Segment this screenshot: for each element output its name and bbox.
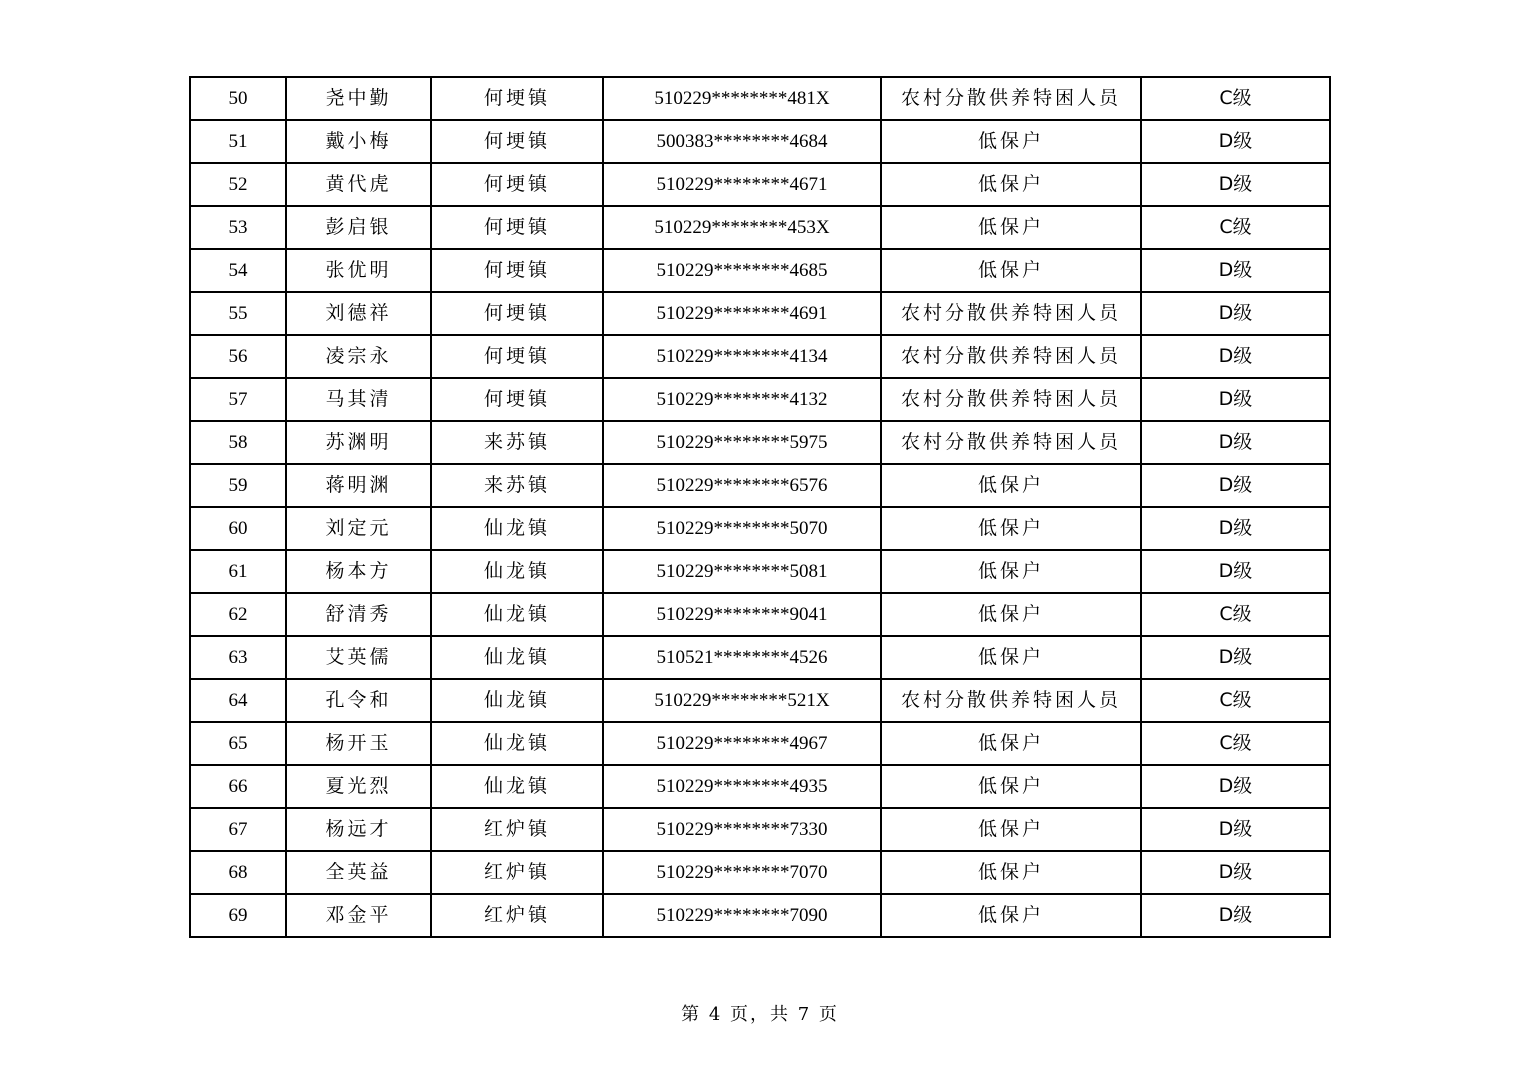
person-name-cell: 孔令和	[286, 679, 431, 722]
category-cell: 低保户	[881, 206, 1141, 249]
id-number-cell: 500383********4684	[603, 120, 881, 163]
id-number-cell: 510229********6576	[603, 464, 881, 507]
town-cell: 红炉镇	[431, 808, 603, 851]
row-number-cell: 55	[190, 292, 286, 335]
town-cell: 仙龙镇	[431, 507, 603, 550]
town-cell: 来苏镇	[431, 464, 603, 507]
town-cell: 仙龙镇	[431, 550, 603, 593]
page-number-footer: 第 4 页，共 7 页	[681, 1004, 839, 1025]
id-number-cell: 510229********9041	[603, 593, 881, 636]
id-number-cell: 510229********521X	[603, 679, 881, 722]
id-number-cell: 510229********5081	[603, 550, 881, 593]
row-number-cell: 66	[190, 765, 286, 808]
id-number-cell: 510229********7330	[603, 808, 881, 851]
town-cell: 仙龙镇	[431, 722, 603, 765]
grade-cell: D级	[1141, 464, 1330, 507]
row-number-cell: 65	[190, 722, 286, 765]
id-number-cell: 510229********5070	[603, 507, 881, 550]
table-row	[190, 292, 1330, 335]
row-number-cell: 60	[190, 507, 286, 550]
person-name-cell: 艾英儒	[286, 636, 431, 679]
category-cell: 低保户	[881, 593, 1141, 636]
person-name-cell: 夏光烈	[286, 765, 431, 808]
table-row	[190, 722, 1330, 765]
row-number-cell: 62	[190, 593, 286, 636]
grade-cell: C级	[1141, 722, 1330, 765]
person-name-cell: 刘定元	[286, 507, 431, 550]
table-row	[190, 808, 1330, 851]
grade-cell: C级	[1141, 206, 1330, 249]
town-cell: 何埂镇	[431, 335, 603, 378]
table-row	[190, 636, 1330, 679]
town-cell: 红炉镇	[431, 894, 603, 937]
id-number-cell: 510229********4134	[603, 335, 881, 378]
row-number-cell: 51	[190, 120, 286, 163]
town-cell: 仙龙镇	[431, 593, 603, 636]
person-name-cell: 张优明	[286, 249, 431, 292]
grade-cell: C级	[1141, 77, 1330, 120]
category-cell: 低保户	[881, 722, 1141, 765]
row-number-cell: 52	[190, 163, 286, 206]
town-cell: 何埂镇	[431, 249, 603, 292]
grade-cell: D级	[1141, 163, 1330, 206]
town-cell: 何埂镇	[431, 378, 603, 421]
grade-cell: D级	[1141, 550, 1330, 593]
id-number-cell: 510229********4671	[603, 163, 881, 206]
id-number-cell: 510229********4967	[603, 722, 881, 765]
id-number-cell: 510229********5975	[603, 421, 881, 464]
person-name-cell: 戴小梅	[286, 120, 431, 163]
table-row	[190, 378, 1330, 421]
category-cell: 低保户	[881, 249, 1141, 292]
table-row	[190, 206, 1330, 249]
table-row	[190, 765, 1330, 808]
person-name-cell: 刘德祥	[286, 292, 431, 335]
person-name-cell: 杨开玉	[286, 722, 431, 765]
id-number-cell: 510229********481X	[603, 77, 881, 120]
table-row	[190, 679, 1330, 722]
grade-cell: D级	[1141, 292, 1330, 335]
id-number-cell: 510229********4691	[603, 292, 881, 335]
grade-cell: D级	[1141, 421, 1330, 464]
category-cell: 低保户	[881, 120, 1141, 163]
id-number-cell: 510521********4526	[603, 636, 881, 679]
grade-cell: D级	[1141, 249, 1330, 292]
person-name-cell: 杨远才	[286, 808, 431, 851]
row-number-cell: 53	[190, 206, 286, 249]
category-cell: 农村分散供养特困人员	[881, 378, 1141, 421]
id-number-cell: 510229********7090	[603, 894, 881, 937]
town-cell: 仙龙镇	[431, 679, 603, 722]
person-name-cell: 全英益	[286, 851, 431, 894]
grade-cell: D级	[1141, 851, 1330, 894]
id-number-cell: 510229********4132	[603, 378, 881, 421]
person-name-cell: 黄代虎	[286, 163, 431, 206]
grade-cell: D级	[1141, 636, 1330, 679]
row-number-cell: 59	[190, 464, 286, 507]
id-number-cell: 510229********4935	[603, 765, 881, 808]
town-cell: 仙龙镇	[431, 765, 603, 808]
category-cell: 低保户	[881, 851, 1141, 894]
category-cell: 低保户	[881, 464, 1141, 507]
table-row	[190, 421, 1330, 464]
person-name-cell: 舒清秀	[286, 593, 431, 636]
person-name-cell: 杨本方	[286, 550, 431, 593]
grade-cell: D级	[1141, 808, 1330, 851]
person-name-cell: 彭启银	[286, 206, 431, 249]
id-number-cell: 510229********7070	[603, 851, 881, 894]
id-number-cell: 510229********453X	[603, 206, 881, 249]
row-number-cell: 68	[190, 851, 286, 894]
person-name-cell: 尧中勤	[286, 77, 431, 120]
row-number-cell: 61	[190, 550, 286, 593]
row-number-cell: 69	[190, 894, 286, 937]
category-cell: 农村分散供养特困人员	[881, 421, 1141, 464]
table-row	[190, 507, 1330, 550]
person-name-cell: 苏渊明	[286, 421, 431, 464]
category-cell: 低保户	[881, 636, 1141, 679]
town-cell: 来苏镇	[431, 421, 603, 464]
person-name-cell: 凌宗永	[286, 335, 431, 378]
grade-cell: D级	[1141, 335, 1330, 378]
id-number-cell: 510229********4685	[603, 249, 881, 292]
row-number-cell: 63	[190, 636, 286, 679]
grade-cell: D级	[1141, 765, 1330, 808]
table-row	[190, 593, 1330, 636]
roster-table-body	[190, 77, 1330, 937]
table-row	[190, 464, 1330, 507]
row-number-cell: 50	[190, 77, 286, 120]
category-cell: 农村分散供养特困人员	[881, 292, 1141, 335]
grade-cell: D级	[1141, 378, 1330, 421]
category-cell: 低保户	[881, 507, 1141, 550]
table-row	[190, 249, 1330, 292]
category-cell: 低保户	[881, 550, 1141, 593]
roster-table	[189, 76, 1331, 938]
row-number-cell: 54	[190, 249, 286, 292]
grade-cell: D级	[1141, 507, 1330, 550]
table-row	[190, 77, 1330, 120]
category-cell: 农村分散供养特困人员	[881, 335, 1141, 378]
grade-cell: D级	[1141, 894, 1330, 937]
town-cell: 红炉镇	[431, 851, 603, 894]
table-row	[190, 851, 1330, 894]
category-cell: 农村分散供养特困人员	[881, 77, 1141, 120]
person-name-cell: 邓金平	[286, 894, 431, 937]
town-cell: 何埂镇	[431, 292, 603, 335]
category-cell: 低保户	[881, 163, 1141, 206]
category-cell: 低保户	[881, 894, 1141, 937]
table-row	[190, 894, 1330, 937]
town-cell: 何埂镇	[431, 206, 603, 249]
person-name-cell: 马其清	[286, 378, 431, 421]
grade-cell: C级	[1141, 679, 1330, 722]
category-cell: 低保户	[881, 765, 1141, 808]
person-name-cell: 蒋明渊	[286, 464, 431, 507]
town-cell: 何埂镇	[431, 77, 603, 120]
category-cell: 低保户	[881, 808, 1141, 851]
town-cell: 仙龙镇	[431, 636, 603, 679]
row-number-cell: 58	[190, 421, 286, 464]
row-number-cell: 57	[190, 378, 286, 421]
row-number-cell: 56	[190, 335, 286, 378]
grade-cell: D级	[1141, 120, 1330, 163]
grade-cell: C级	[1141, 593, 1330, 636]
table-row	[190, 120, 1330, 163]
table-row	[190, 335, 1330, 378]
town-cell: 何埂镇	[431, 120, 603, 163]
town-cell: 何埂镇	[431, 163, 603, 206]
table-row	[190, 550, 1330, 593]
row-number-cell: 64	[190, 679, 286, 722]
category-cell: 农村分散供养特困人员	[881, 679, 1141, 722]
row-number-cell: 67	[190, 808, 286, 851]
table-row	[190, 163, 1330, 206]
